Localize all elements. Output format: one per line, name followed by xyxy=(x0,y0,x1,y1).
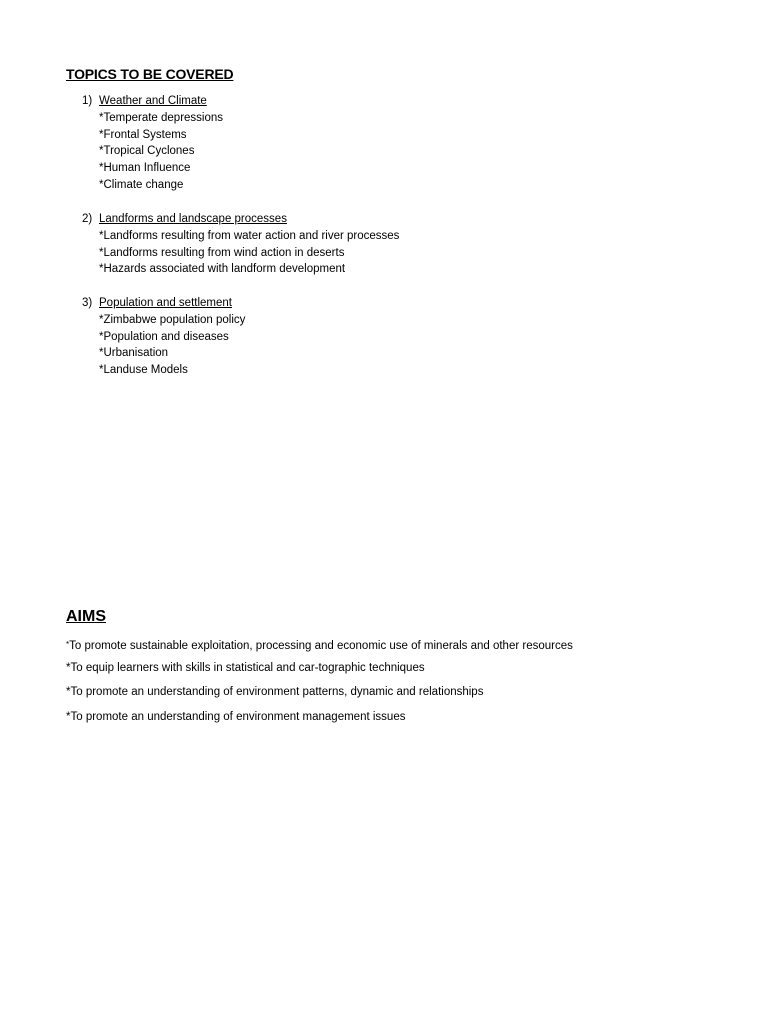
aim-item xyxy=(66,684,573,708)
topic-landforms xyxy=(82,211,399,278)
aim-bullet: * xyxy=(66,710,71,723)
aims-heading: AIMS xyxy=(66,608,106,625)
topic-title: Weather and Climate xyxy=(99,95,207,107)
topic-item: *Landuse Models xyxy=(99,364,188,377)
aim-text: To equip learners with skills in statistical and car-tographic techniques xyxy=(70,662,425,675)
topic-item: *Hazards associated with landform development xyxy=(99,263,346,276)
topic-item-list xyxy=(82,228,399,278)
aim-item xyxy=(66,660,573,684)
aims-list xyxy=(66,636,573,733)
topic-title: Population and settlement xyxy=(99,297,232,309)
topic-item: *Frontal Systems xyxy=(99,128,187,141)
topic-weather-climate xyxy=(82,93,223,194)
aim-item xyxy=(66,636,573,660)
aim-item xyxy=(66,709,573,733)
topics-heading: TOPICS TO BE COVERED xyxy=(66,66,234,82)
aim-text: To promote an understanding of environment management issues xyxy=(70,710,406,723)
topic-item: *Climate change xyxy=(99,178,184,191)
aim-text: To promote an understanding of environment patterns, dynamic and relationships xyxy=(70,686,484,699)
topic-header xyxy=(82,211,399,228)
topic-item: *Urbanisation xyxy=(99,347,169,360)
topic-item: *Zimbabwe population policy xyxy=(99,313,246,326)
aim-text: To promote sustainable exploitation, processing and economic use of minerals and other resources xyxy=(69,640,573,652)
aim-bullet: * xyxy=(66,640,70,649)
topic-item: *Landforms resulting from water action and river processes xyxy=(99,229,400,242)
topic-item: *Tropical Cyclones xyxy=(99,145,195,158)
topic-item: *Landforms resulting from wind action in deserts xyxy=(99,246,345,259)
topic-population-settlement xyxy=(82,295,245,379)
topic-item-list xyxy=(82,312,245,379)
topic-item: *Population and diseases xyxy=(99,330,229,343)
topic-header xyxy=(82,295,245,312)
topic-title: Landforms and landscape processes xyxy=(99,213,287,225)
topic-item: *Human Influence xyxy=(99,162,191,175)
topic-item: *Temperate depressions xyxy=(99,111,224,124)
topic-header xyxy=(82,93,223,110)
topic-number: 1) xyxy=(82,95,93,107)
topic-number: 3) xyxy=(82,297,93,309)
topic-item-list xyxy=(82,110,223,194)
topic-number: 2) xyxy=(82,213,93,225)
aim-bullet: * xyxy=(66,686,71,699)
aim-bullet: * xyxy=(66,662,71,675)
